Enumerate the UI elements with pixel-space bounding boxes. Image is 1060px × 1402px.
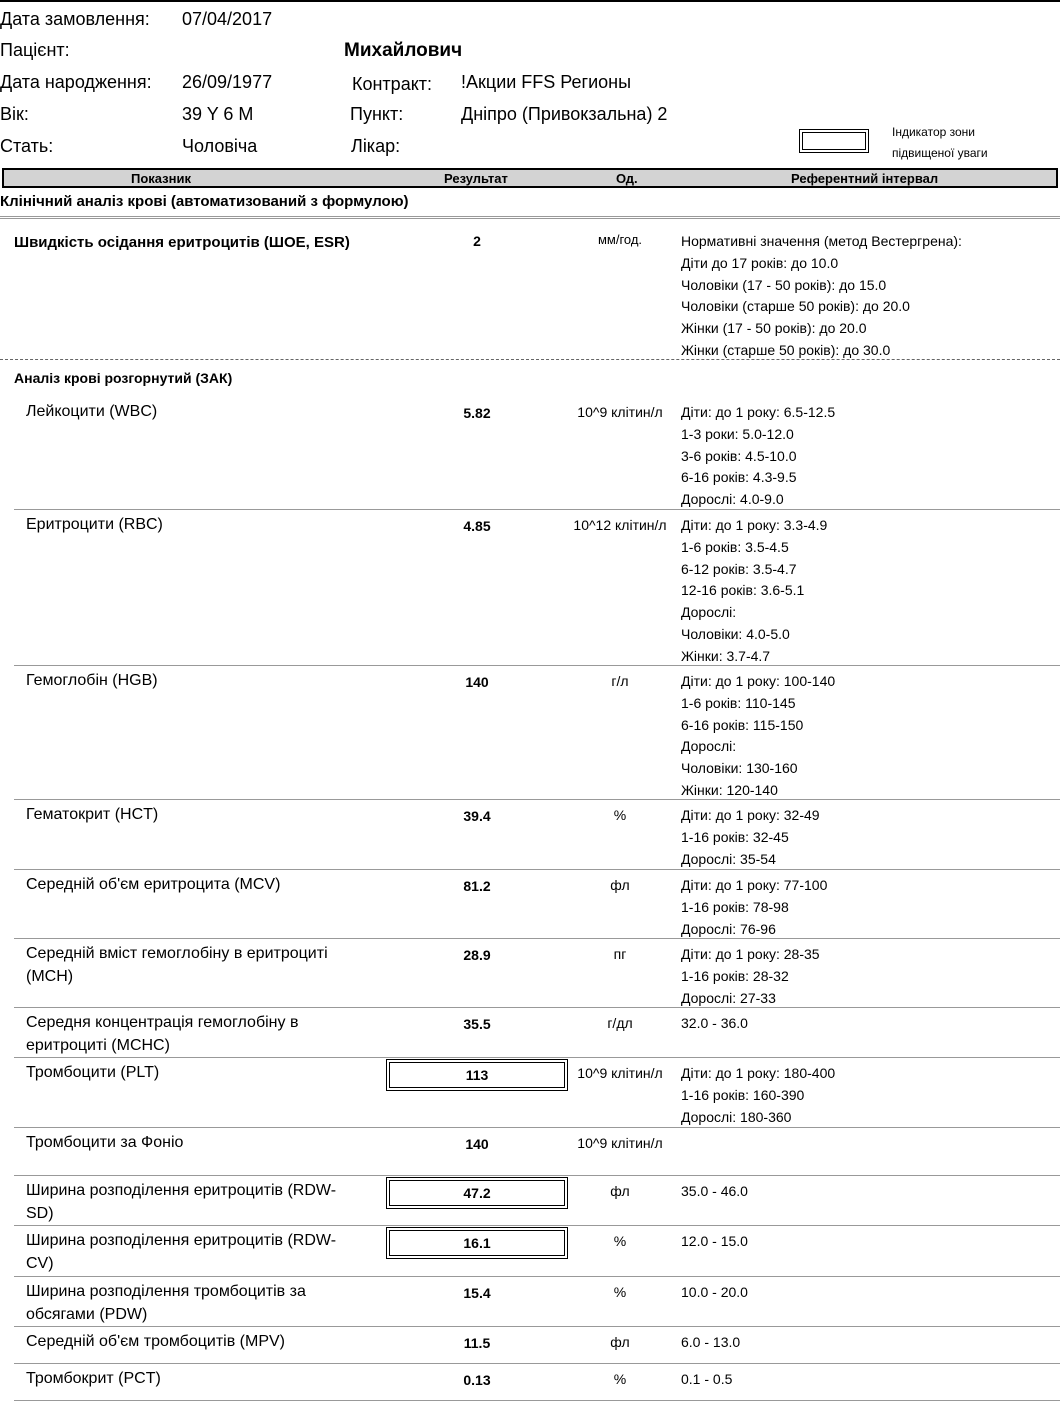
- esr-unit: мм/год.: [597, 232, 643, 247]
- result-value: 28.9: [463, 947, 491, 963]
- result-value: 81.2: [463, 878, 491, 894]
- result-value: 35.5: [463, 1016, 491, 1032]
- reference-line: 35.0 - 46.0: [681, 1183, 748, 1199]
- reference-range: [681, 1369, 732, 1391]
- patient-name: Михайлович: [344, 40, 463, 61]
- result-unit: пг: [613, 946, 627, 962]
- patient-label: Пацієнт:: [0, 40, 70, 60]
- reference-range: [681, 1332, 740, 1354]
- result-unit: 10^9 клітин/л: [577, 404, 663, 420]
- reference-range: [681, 1063, 835, 1128]
- result-unit: %: [613, 1371, 627, 1387]
- test-name: Гематокрит (HCT): [26, 806, 159, 823]
- reference-line: 1-16 років: 160-390: [681, 1086, 805, 1103]
- order-date: 07/04/2017: [182, 9, 273, 29]
- column-result: Результат: [444, 171, 508, 186]
- birth-date: 26/09/1977: [182, 72, 273, 92]
- reference-line: Чоловіки: 130-160: [681, 760, 798, 777]
- column-unit: Од.: [616, 171, 638, 186]
- attention-indicator-legend: [892, 122, 988, 164]
- attention-indicator-box: [799, 129, 869, 153]
- reference-line: Діти: до 1 року: 180-400: [681, 1065, 836, 1081]
- subsection-title: Аналіз крові розгорнутий (ЗАК): [14, 370, 233, 386]
- result-unit: 10^12 клітин/л: [573, 517, 667, 533]
- row-separator: [14, 1363, 1060, 1364]
- reference-line: Діти: до 1 року: 32-49: [681, 807, 820, 823]
- result-unit: фл: [610, 1334, 630, 1350]
- reference-range: [681, 1282, 748, 1304]
- reference-line: 0.1 - 0.5: [681, 1371, 733, 1387]
- row-separator: [14, 799, 1060, 800]
- row-separator: [14, 1175, 1060, 1176]
- test-name: Ширина розподілення еритроцитів (RDW-SD): [26, 1182, 337, 1222]
- test-name: Ширина розподілення еритроцитів (RDW-CV): [26, 1232, 337, 1272]
- reference-line: Нормативні значення (метод Вестергрена):: [681, 233, 962, 249]
- section-title: Клінічний аналіз крові (автоматизований з формулою): [0, 193, 409, 210]
- row-separator: [14, 1057, 1060, 1058]
- column-indicator: Показник: [131, 171, 191, 186]
- reference-range: [681, 515, 827, 668]
- row-separator: [14, 869, 1060, 870]
- flagged-result-value: 47.2: [386, 1177, 568, 1209]
- reference-line: Діти: до 1 року: 6.5-12.5: [681, 404, 836, 420]
- reference-line: Жінки: 3.7-4.7: [681, 647, 771, 664]
- reference-line: 1-6 років: 110-145: [681, 694, 796, 711]
- reference-line: Дорослі: 180-360: [681, 1108, 792, 1125]
- row-separator: [14, 665, 1060, 666]
- reference-line: Чоловіки: 4.0-5.0: [681, 625, 790, 642]
- result-unit: 10^9 клітин/л: [577, 1065, 663, 1081]
- result-value: 0.13: [463, 1372, 491, 1388]
- test-name: Ширина розподілення тромбоцитів за обсягами (PDW): [26, 1283, 306, 1323]
- legend-line-2: підвищеної уваги: [892, 146, 988, 160]
- result-unit: 10^9 клітин/л: [577, 1135, 663, 1151]
- row-separator: [14, 1400, 1060, 1401]
- result-value: 15.4: [463, 1285, 491, 1301]
- reference-range: [681, 1181, 748, 1203]
- reference-range: [681, 1231, 748, 1253]
- reference-line: 1-16 років: 32-45: [681, 828, 789, 845]
- test-name: Середній об'єм тромбоцитів (MPV): [26, 1333, 285, 1350]
- reference-line: Діти до 17 років: до 10.0: [681, 254, 839, 271]
- test-name: Середній вміст гемоглобіну в еритроциті (MCH): [26, 945, 328, 985]
- sex-label: Стать:: [0, 136, 54, 156]
- esr-name: Швидкість осідання еритроцитів (ШОЕ, ESR): [14, 234, 350, 251]
- reference-line: Діти: до 1 року: 28-35: [681, 946, 820, 962]
- reference-range: [681, 875, 827, 940]
- result-value: 11.5: [463, 1335, 491, 1351]
- reference-line: 12.0 - 15.0: [681, 1233, 748, 1249]
- result-unit: г/л: [611, 673, 629, 689]
- flagged-result-value: 113: [386, 1059, 568, 1091]
- reference-line: Жінки (17 - 50 років): до 20.0: [681, 320, 867, 337]
- test-name: Середня концентрація гемоглобіну в еритроциті (MCHC): [26, 1014, 299, 1054]
- order-date-label: Дата замовлення:: [0, 9, 150, 29]
- reference-range: [681, 944, 820, 1009]
- reference-line: 32.0 - 36.0: [681, 1015, 748, 1031]
- reference-line: 6.0 - 13.0: [681, 1334, 741, 1350]
- reference-line: 1-3 роки: 5.0-12.0: [681, 425, 794, 442]
- row-separator: [14, 1007, 1060, 1008]
- result-unit: фл: [610, 1183, 630, 1199]
- row-separator: [14, 938, 1060, 939]
- test-name: Гемоглобін (HGB): [26, 672, 158, 689]
- reference-line: Жінки: 120-140: [681, 781, 778, 798]
- row-separator: [14, 1127, 1060, 1128]
- column-reference: Референтний інтервал: [791, 171, 939, 186]
- esr-separator: [0, 359, 1060, 360]
- reference-line: 12-16 років: 3.6-5.1: [681, 582, 805, 599]
- reference-line: Дорослі: 76-96: [681, 920, 776, 937]
- reference-line: Дорослі: 27-33: [681, 989, 776, 1006]
- test-name: Лейкоцити (WBC): [26, 403, 158, 420]
- reference-range: [681, 1013, 748, 1035]
- test-name: Тромбоцити за Фоніо: [26, 1134, 184, 1151]
- contract-label: Контракт:: [352, 74, 433, 94]
- reference-line: Дорослі:: [681, 738, 737, 755]
- reference-line: 1-16 років: 28-32: [681, 967, 789, 984]
- section-separator: [0, 216, 1060, 219]
- reference-line: 3-6 років: 4.5-10.0: [681, 447, 797, 464]
- reference-line: Дорослі: 4.0-9.0: [681, 491, 784, 508]
- row-separator: [14, 509, 1060, 510]
- reference-line: Діти: до 1 року: 100-140: [681, 673, 836, 689]
- reference-line: 10.0 - 20.0: [681, 1284, 748, 1300]
- reference-range: [681, 671, 835, 802]
- age-label: Вік:: [0, 104, 29, 124]
- doctor-label: Лікар:: [351, 136, 401, 156]
- result-value: 140: [465, 1136, 489, 1152]
- reference-range: [681, 402, 835, 511]
- reference-line: 1-6 років: 3.5-4.5: [681, 538, 789, 555]
- result-value: 5.82: [463, 405, 491, 421]
- test-name: Еритроцити (RBC): [26, 516, 163, 533]
- age-value: 39 Y 6 M: [182, 104, 254, 124]
- result-value: 140: [465, 674, 489, 690]
- result-unit: %: [613, 1284, 627, 1300]
- legend-line-1: Індикатор зони: [892, 125, 976, 139]
- reference-line: Чоловіки (старше 50 років): до 20.0: [681, 298, 910, 315]
- result-value: 39.4: [463, 808, 491, 824]
- reference-line: Жінки (старше 50 років): до 30.0: [681, 341, 891, 358]
- birth-date-label: Дата народження:: [0, 72, 152, 92]
- test-name: Тромбоцити (PLT): [26, 1064, 160, 1081]
- result-value: 4.85: [463, 518, 491, 534]
- column-header: [2, 168, 1058, 188]
- reference-line: 1-16 років: 78-98: [681, 898, 789, 915]
- test-name: Тромбокрит (PCT): [26, 1370, 161, 1387]
- reference-line: Чоловіки (17 - 50 років): до 15.0: [681, 276, 887, 293]
- reference-line: Діти: до 1 року: 77-100: [681, 877, 828, 893]
- result-unit: фл: [610, 877, 630, 893]
- point-value: Дніпро (Привокзальна) 2: [461, 104, 668, 124]
- esr-reference: [681, 231, 962, 362]
- point-label: Пункт:: [350, 104, 404, 124]
- reference-line: 6-12 років: 3.5-4.7: [681, 560, 797, 577]
- row-separator: [14, 1225, 1060, 1226]
- flagged-result-value: 16.1: [386, 1227, 568, 1259]
- contract-value: !Акции FFS Регионы: [461, 72, 632, 92]
- test-name: Середній об'єм еритроцита (MCV): [26, 876, 281, 893]
- row-separator: [14, 1276, 1060, 1277]
- reference-line: Діти: до 1 року: 3.3-4.9: [681, 517, 828, 533]
- reference-line: 6-16 років: 115-150: [681, 716, 804, 733]
- esr-value: 2: [473, 233, 481, 249]
- reference-range: [681, 805, 820, 870]
- reference-line: Дорослі:: [681, 604, 737, 621]
- reference-line: 6-16 років: 4.3-9.5: [681, 469, 797, 486]
- reference-line: Дорослі: 35-54: [681, 850, 776, 867]
- sex-value: Чоловіча: [182, 136, 258, 156]
- row-separator: [14, 1326, 1060, 1327]
- result-unit: г/дл: [607, 1015, 633, 1031]
- result-unit: %: [613, 1233, 627, 1249]
- result-unit: %: [613, 807, 627, 823]
